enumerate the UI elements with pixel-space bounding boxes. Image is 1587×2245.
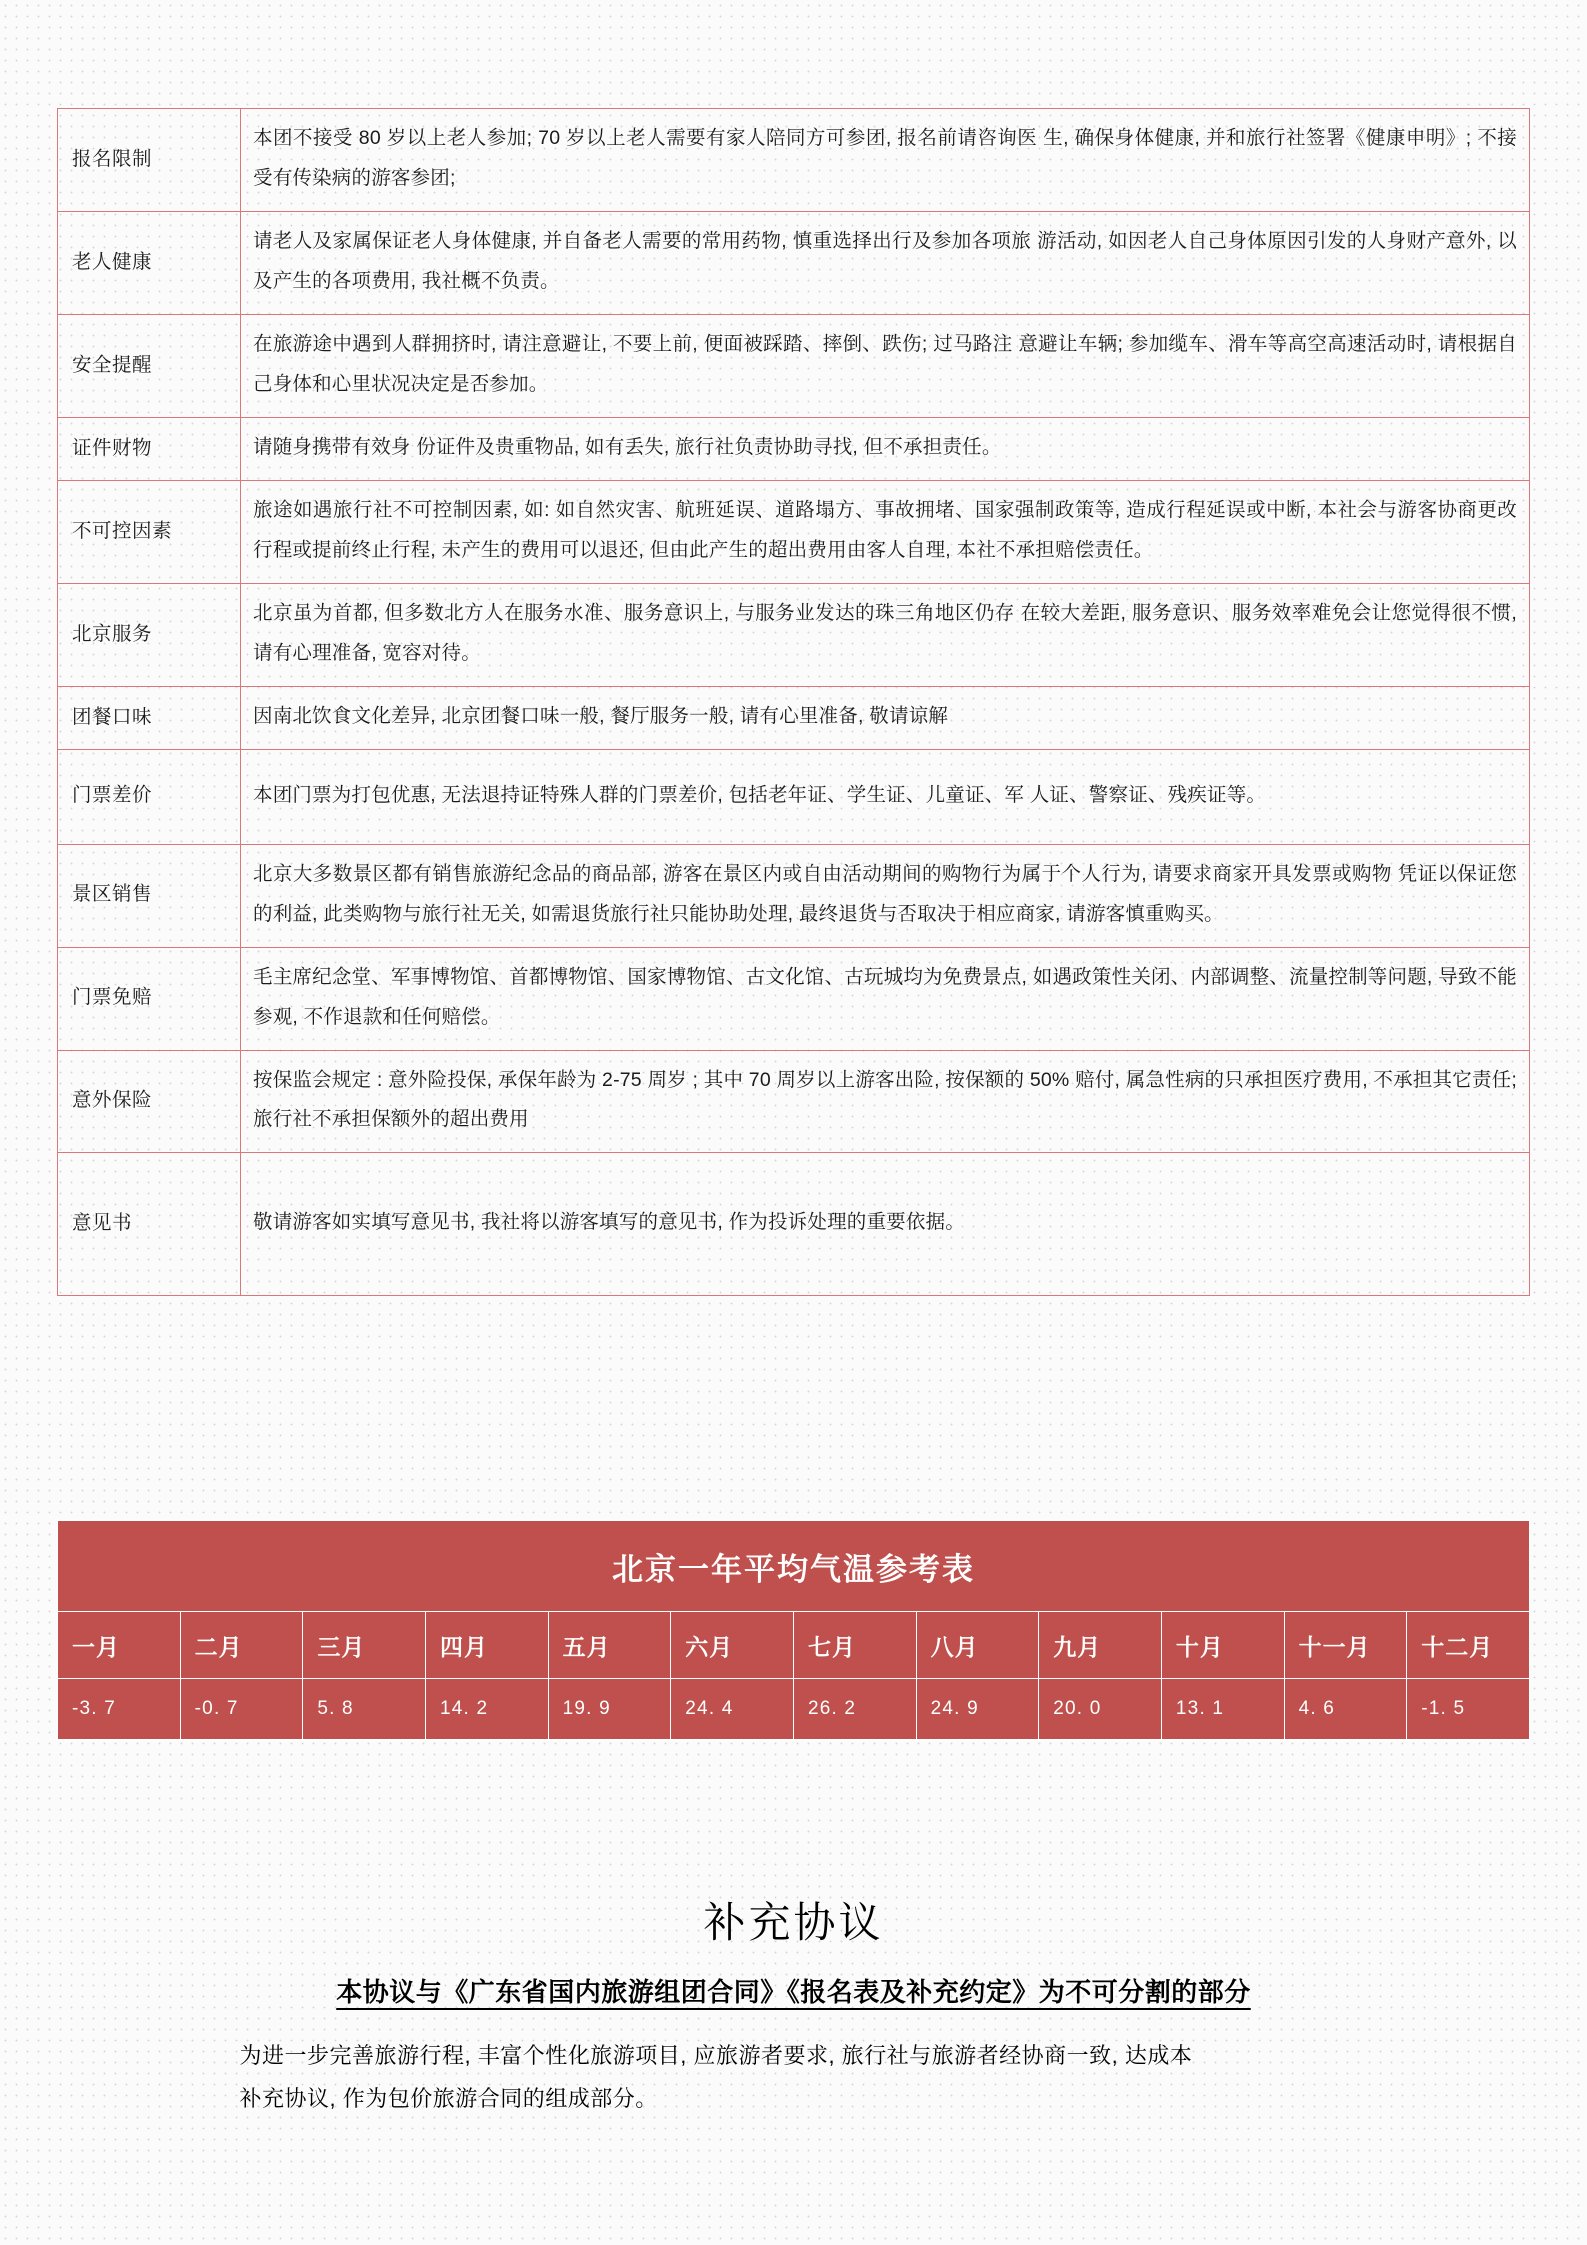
notice-body-cell: 敬请游客如实填写意见书, 我社将以游客填写的意见书, 作为投诉处理的重要依据。 — [241, 1153, 1530, 1296]
notice-label-cell: 证件财物 — [58, 417, 241, 480]
notice-body-cell: 请老人及家属保证老人身体健康, 并自备老人需要的常用药物, 慎重选择出行及参加各项旅 游活动, 如因老人自己身体原因引发的人身财产意外, 以及产生的各项费用, 我社概不负责。 — [241, 211, 1530, 314]
table-row — [58, 1153, 1530, 1296]
temperature-value: -1. 5 — [1407, 1679, 1530, 1741]
notice-label-cell: 意外保险 — [58, 1050, 241, 1153]
temperature-value: 14. 2 — [425, 1679, 548, 1741]
table-row — [58, 686, 1530, 749]
notice-label-cell: 团餐口味 — [58, 686, 241, 749]
month-header: 十二月 — [1407, 1612, 1530, 1679]
table-row — [58, 844, 1530, 947]
notice-body-cell: 本团门票为打包优惠, 无法退持证特殊人群的门票差价, 包括老年证、学生证、儿童证、军 人证、警察证、残疾证等。 — [241, 749, 1530, 844]
temperature-value: -3. 7 — [58, 1679, 181, 1741]
temperature-value: 26. 2 — [793, 1679, 916, 1741]
table-row — [58, 749, 1530, 844]
temperature-header-row — [58, 1612, 1530, 1679]
month-header: 九月 — [1039, 1612, 1162, 1679]
temperature-reference-table — [57, 1519, 1530, 1741]
table-row — [58, 583, 1530, 686]
temperature-value: 24. 4 — [671, 1679, 794, 1741]
temperature-value: 5. 8 — [303, 1679, 426, 1741]
temperature-value: 4. 6 — [1284, 1679, 1407, 1741]
notice-body-cell: 按保监会规定 : 意外险投保, 承保年龄为 2-75 周岁 ; 其中 70 周岁以上游客出险, 按保额的 50% 赔付, 属急性病的只承担医疗费用, 不承担其它责任; 旅行社不承担保额外的超出费用 — [241, 1050, 1530, 1153]
temperature-value: 20. 0 — [1039, 1679, 1162, 1741]
notice-body-cell: 在旅游途中遇到人群拥挤时, 请注意避让, 不要上前, 便面被踩踏、摔倒、跌伤; 过马路注 意避让车辆; 参加缆车、滑车等高空高速活动时, 请根据自己身体和心里状况决定是否参加。 — [241, 314, 1530, 417]
temperature-title-row — [58, 1520, 1530, 1612]
notice-label-cell: 报名限制 — [58, 109, 241, 212]
temperature-values-row — [58, 1679, 1530, 1741]
notice-body-cell: 北京大多数景区都有销售旅游纪念品的商品部, 游客在景区内或自由活动期间的购物行为属于个人行为, 请要求商家开具发票或购物 凭证以保证您的利益, 此类购物与旅行社无关, 如需退货旅行社只能协助处理, 最终退货与否取决于相应商家, 请游客慎重购买。 — [241, 844, 1530, 947]
notice-label-cell: 不可控因素 — [58, 480, 241, 583]
month-header: 六月 — [671, 1612, 794, 1679]
notice-table-body — [58, 109, 1530, 1296]
temperature-value: 24. 9 — [916, 1679, 1039, 1741]
notice-body-cell: 北京虽为首都, 但多数北方人在服务水准、服务意识上, 与服务业发达的珠三角地区仍存 在较大差距, 服务意识、服务效率难免会让您觉得很不惯, 请有心理准备, 宽容对待。 — [241, 583, 1530, 686]
table-row — [58, 314, 1530, 417]
month-header: 二月 — [180, 1612, 303, 1679]
temperature-table-body — [58, 1520, 1530, 1740]
month-header: 五月 — [548, 1612, 671, 1679]
supplement-paragraph-line: 补充协议, 作为包价旅游合同的组成部分。 — [239, 2085, 658, 2111]
temperature-value: 19. 9 — [548, 1679, 671, 1741]
month-header: 十一月 — [1284, 1612, 1407, 1679]
table-row — [58, 1050, 1530, 1153]
notice-body-cell: 旅途如遇旅行社不可控制因素, 如: 如自然灾害、航班延误、道路塌方、事故拥堵、国家强制政策等, 造成行程延误或中断, 本社会与游客协商更改行程或提前终止行程, 未产生的费用可以退还, 但由此产生的超出费用由客人自理, 本社不承担赔偿责任。 — [241, 480, 1530, 583]
month-header: 七月 — [793, 1612, 916, 1679]
notice-label-cell: 门票免赔 — [58, 947, 241, 1050]
supplement-paragraph-line: 为进一步完善旅游行程, 丰富个性化旅游项目, 应旅游者要求, 旅行社与旅游者经协商一致, 达成本 — [239, 2043, 1193, 2068]
notice-label-cell: 意见书 — [58, 1153, 241, 1296]
notice-label-cell: 北京服务 — [58, 583, 241, 686]
travel-notice-table — [57, 108, 1530, 1296]
table-row — [58, 947, 1530, 1050]
month-header: 四月 — [425, 1612, 548, 1679]
month-header: 一月 — [58, 1612, 181, 1679]
supplement-agreement-section — [57, 1890, 1530, 2121]
notice-body-cell: 毛主席纪念堂、军事博物馆、首都博物馆、国家博物馆、古文化馆、古玩城均为免费景点, 如遇政策性关闭、内部调整、流量控制等问题, 导致不能参观, 不作退款和任何赔偿。 — [241, 947, 1530, 1050]
table-row — [58, 211, 1530, 314]
month-header: 十月 — [1161, 1612, 1284, 1679]
temperature-table-title: 北京一年平均气温参考表 — [58, 1520, 1530, 1612]
notice-body-cell: 本团不接受 80 岁以上老人参加; 70 岁以上老人需要有家人陪同方可参团, 报名前请咨询医 生, 确保身体健康, 并和旅行社签署《健康申明》; 不接受有传染病的游客参团; — [241, 109, 1530, 212]
notice-label-cell: 老人健康 — [58, 211, 241, 314]
month-header: 三月 — [303, 1612, 426, 1679]
month-header: 八月 — [916, 1612, 1039, 1679]
notice-label-cell: 景区销售 — [58, 844, 241, 947]
table-row — [58, 417, 1530, 480]
notice-body-cell: 请随身携带有效身 份证件及贵重物品, 如有丢失, 旅行社负责协助寻找, 但不承担责任。 — [241, 417, 1530, 480]
table-row — [58, 480, 1530, 583]
temperature-value: 13. 1 — [1161, 1679, 1284, 1741]
table-row — [58, 109, 1530, 212]
supplement-subtitle: 本协议与《广东省国内旅游组团合同》《报名表及补充约定》为不可分割的部分 — [336, 1977, 1251, 2007]
notice-label-cell: 安全提醒 — [58, 314, 241, 417]
notice-label-cell: 门票差价 — [58, 749, 241, 844]
notice-body-cell: 因南北饮食文化差异, 北京团餐口味一般, 餐厅服务一般, 请有心里准备, 敬请谅解 — [241, 686, 1530, 749]
supplement-title: 补充协议 — [703, 1901, 884, 1947]
supplement-paragraph — [214, 2035, 1374, 2121]
temperature-value: -0. 7 — [180, 1679, 303, 1741]
